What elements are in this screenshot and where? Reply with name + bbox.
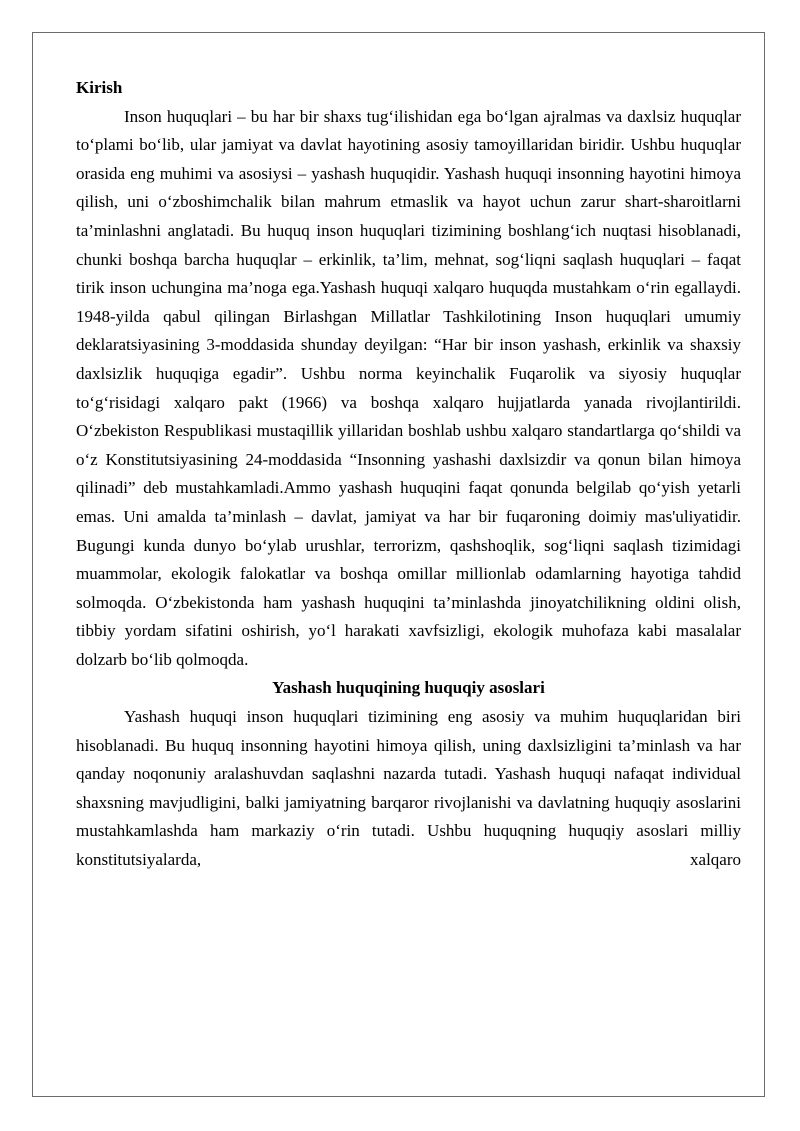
section-heading: Yashash huquqining huquqiy asoslari: [272, 678, 545, 698]
document-body: [76, 74, 741, 875]
intro-paragraph: Inson huquqlari – bu har bir shaxs tug‘ilishidan ega bo‘lgan ajralmas va daxlsiz huquqlar to‘plami bo‘lib, ular jamiyat va davlat hayotining asosiy tamoyillaridan biridir. Ushbu huquqlar orasida eng muhimi va asosiysi – yashash huquqidir. Yashash huquqi insonning hayotini himoya qilish, uni o‘zboshimchalik bilan mahrum etmaslik va hayot uchun zarur shart-sharoitlarni ta’minlashni anglatadi. Bu huquq inson huquqlari tizimining boshlang‘ich nuqtasi hisoblanadi, chunki boshqa barcha huquqlar – erkinlik, ta’lim, mehnat, sog‘liqni saqlash huquqlari – faqat tirik inson uchungina ma’noga ega.Yashash huquqi xalqaro huquqda mustahkam o‘rin egallaydi. 1948-yilda qabul qilingan Birlashgan Millatlar Tashkilotining Inson huquqlari umumiy deklaratsiyasining 3-moddasida shunday deyilgan: “Har bir inson yashash, erkinlik va shaxsiy daxlsizlik huquqiga egadir”. Ushbu norma keyinchalik Fuqarolik va siyosiy huquqlar to‘g‘risidagi xalqaro pakt (1966) va boshqa xalqaro hujjatlarda yanada rivojlantirildi. O‘zbekiston Respublikasi mustaqillik yillaridan boshlab ushbu xalqaro standartlarga qo‘shildi va o‘z Konstitutsiyasining 24-moddasida “Insonning yashashi daxlsizdir va qonun bilan himoya qilinadi” deb mustahkamladi.Ammo yashash huquqini faqat qonunda belgilab qo‘yish yetarli emas. Uni amalda ta’minlash – davlat, jamiyat va har bir fuqaroning doimiy mas'uliyatidir. Bugungi kunda dunyo bo‘ylab urushlar, terrorizm, qashshoqlik, sog‘liqni saqlash tizimidagi muammolar, ekologik falokatlar va boshqa omillar millionlab odamlarning hayotiga tahdid solmoqda. O‘zbekistonda ham yashash huquqini ta’minlashda jinoyatchilikning oldini olish, tibbiy yordam sifatini oshirish, yo‘l harakati xavfsizligi, ekologik muhofaza kabi masalalar dolzarb bo‘lib qolmoqda.: [76, 106, 741, 669]
section-paragraph: Yashash huquqi inson huquqlari tizimining eng asosiy va muhim huquqlaridan biri hisoblanadi. Bu huquq insonning hayotini himoya qilish, uning daxlsizligini ta’minlash va har qanday noqonuniy aralashuvdan saqlashni nazarda tutadi. Yashash huquqi nafaqat individual shaxsning mavjudligini, balki jamiyatning barqaror rivojlanishi va davlatning huquqiy asoslarini mustahkamlashda ham markaziy o‘rin tutadi. Ushbu huquqning huquqiy asoslari milliy konstitutsiyalarda, xalqaro: [76, 707, 741, 870]
intro-heading: Kirish: [76, 78, 123, 97]
